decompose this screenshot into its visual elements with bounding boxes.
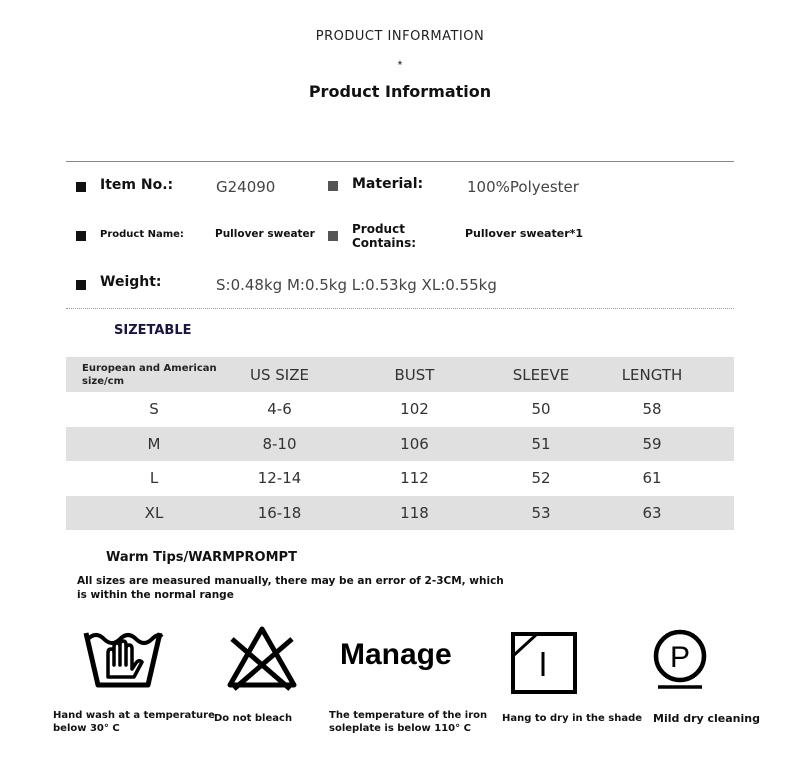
table-cell-bust: 106	[317, 427, 512, 462]
table-row	[66, 496, 734, 531]
table-cell-length: 58	[642, 400, 662, 419]
product-name-label: Product Name:	[100, 229, 184, 240]
divider-top	[66, 161, 734, 162]
hang-dry-shade-icon	[511, 632, 577, 694]
bullet-icon	[76, 280, 86, 290]
table-cell-length: 59	[570, 427, 734, 462]
material-label: Material:	[352, 176, 424, 192]
no-bleach-label: Do not bleach	[214, 713, 293, 724]
table-cell-bust: 112	[400, 469, 429, 488]
product-name-value: Pullover sweater	[215, 228, 315, 240]
table-header-sleeve: SLEEVE	[512, 357, 570, 392]
weight-label: Weight:	[100, 274, 162, 290]
table-cell-size: S	[149, 400, 159, 419]
table-cell-bust: 118	[317, 496, 512, 531]
weight-value: S:0.48kg M:0.5kg L:0.53kg XL:0.55kg	[216, 276, 497, 294]
iron-label-line-1: The temperature of the iron	[329, 710, 488, 721]
product-contains-label-line-1: Product	[352, 222, 405, 236]
section-header: PRODUCT INFORMATION	[315, 29, 485, 44]
warm-tips-title: Warm Tips/WARMPROMPT	[106, 550, 297, 565]
warm-tips-line-1: All sizes are measured manually, there may be an error of 2-3CM, which	[77, 575, 504, 587]
table-row	[66, 427, 734, 462]
bullet-icon	[328, 231, 338, 241]
header-separator: *	[397, 58, 403, 72]
table-header-us-size: US SIZE	[242, 357, 317, 392]
iron-label	[329, 709, 487, 735]
warm-tips-text	[77, 574, 517, 602]
hand-wash-label	[53, 709, 215, 735]
bullet-icon	[76, 231, 86, 241]
hang-dry-label: Hang to dry in the shade	[502, 713, 643, 724]
dry-clean-symbol: P	[669, 641, 691, 674]
table-cell-size: L	[149, 469, 159, 488]
page-title: Product Information	[308, 82, 492, 101]
material-value: 100%Polyester	[467, 178, 579, 196]
table-cell-bust: 102	[400, 400, 429, 419]
table-row	[66, 461, 734, 496]
table-header-length: LENGTH	[570, 357, 734, 392]
no-bleach-icon	[226, 625, 298, 691]
bullet-icon	[328, 181, 338, 191]
warm-tips-line-2: is within the normal range	[77, 589, 234, 601]
product-contains-value: Pullover sweater*1	[465, 227, 584, 240]
divider-dotted	[66, 308, 734, 309]
table-cell-us: 12-14	[257, 469, 302, 488]
product-contains-label	[352, 222, 416, 250]
size-table	[66, 357, 734, 530]
sizetable-title: SIZETABLE	[114, 323, 192, 338]
table-cell-us: 8-10	[242, 427, 317, 462]
dry-clean-icon	[652, 628, 708, 690]
table-cell-us: 16-18	[242, 496, 317, 531]
table-header-eu-line-1: European and American	[82, 362, 217, 374]
table-cell-us: 4-6	[267, 400, 292, 419]
table-cell-length: 63	[570, 496, 734, 531]
table-cell-size: M	[66, 427, 242, 462]
table-header-eu-line-2: size/cm	[82, 375, 124, 387]
table-cell-sleeve: 53	[512, 496, 570, 531]
table-cell-sleeve: 50	[531, 400, 551, 419]
hand-wash-label-line-2: below 30° C	[53, 723, 120, 734]
product-contains-label-line-2: Contains:	[352, 236, 417, 250]
bullet-icon	[76, 182, 86, 192]
table-cell-length: 61	[642, 469, 662, 488]
table-header-row	[66, 357, 734, 392]
item-no-value: G24090	[216, 178, 276, 196]
table-row	[66, 392, 734, 427]
table-cell-sleeve: 51	[512, 427, 570, 462]
hand-wash-label-line-1: Hand wash at a temperature	[53, 710, 215, 721]
item-no-label: Item No.:	[100, 177, 174, 193]
table-header-eu	[66, 357, 242, 392]
hand-wash-icon	[82, 625, 164, 691]
table-cell-size: XL	[66, 496, 242, 531]
dry-clean-label: Mild dry cleaning	[653, 712, 760, 725]
table-cell-sleeve: 52	[531, 469, 551, 488]
table-header-bust: BUST	[317, 357, 512, 392]
manage-text: Manage	[340, 638, 452, 671]
iron-label-line-2: soleplate is below 110° C	[329, 723, 471, 734]
